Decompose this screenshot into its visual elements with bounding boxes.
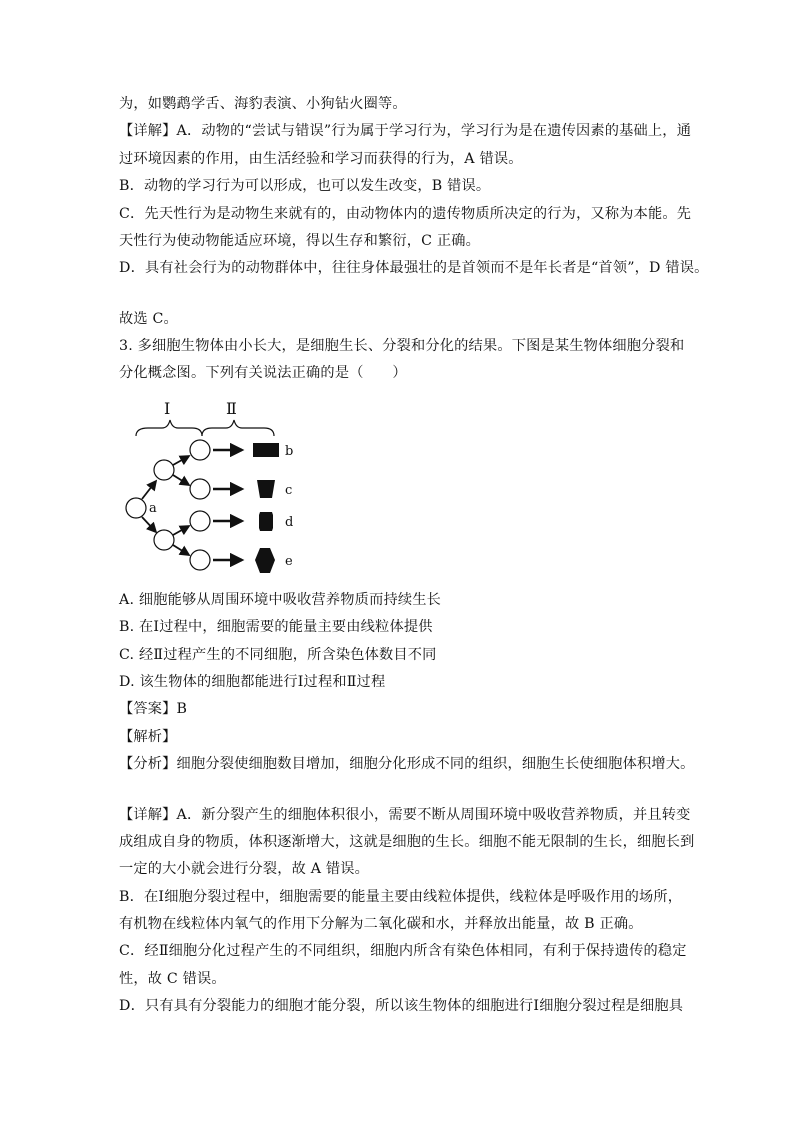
tissue-c (257, 480, 275, 498)
arrow-a-top (142, 481, 156, 499)
tissue-d (259, 512, 273, 531)
detail-line-3: 一定的大小就会进行分裂，故 A 错误。 (119, 861, 370, 877)
text-line-3: 过环境因素的作用，由生活经验和学习而获得的行为，A 错误。 (119, 151, 523, 167)
analysis-line: 【分析】细胞分裂使细胞数目增加，细胞分化形成不同的组织，细胞生长使细胞体积增大。 (119, 756, 695, 772)
answer-line: 【答案】B (119, 701, 188, 717)
label-e: e (285, 554, 293, 569)
brace-I (136, 420, 202, 436)
text-line-4: B．动物的学习行为可以形成，也可以发生改变，B 错误。 (119, 178, 491, 194)
detail-line-1: 【详解】A．新分裂产生的细胞体积很小，需要不断从周围环境中吸收营养物质，并且转变 (119, 807, 691, 823)
arrow-top-up (173, 456, 189, 465)
label-c: c (285, 483, 293, 498)
option-b: B. 在Ⅰ过程中，细胞需要的能量主要由线粒体提供 (119, 619, 433, 635)
label-a: a (149, 501, 157, 516)
option-c: C. 经Ⅱ过程产生的不同细胞，所含染色体数目不同 (119, 647, 437, 663)
arrow-bottom-down (173, 545, 189, 555)
label-II: Ⅱ (226, 399, 237, 418)
detail-line-4: B．在Ⅰ细胞分裂过程中，细胞需要的能量主要由线粒体提供，线粒体是呼吸作用的场所， (119, 889, 683, 905)
cell-gen2-2 (190, 479, 210, 499)
cell-gen1-bottom (154, 530, 174, 550)
arrow-a-bottom (142, 517, 156, 532)
option-d: D. 该生物体的细胞都能进行Ⅰ过程和Ⅱ过程 (119, 674, 386, 690)
detail-line-6: C．经Ⅱ细胞分化过程产生的不同组织，细胞内所含有染色体相同，有利于保持遗传的稳定 (119, 943, 687, 959)
arrow-top-down (173, 475, 189, 485)
detail-line-2: 成组成自身的物质，体积逐渐增大，这就是细胞的生长。细胞不能无限制的生长，细胞长到 (119, 834, 695, 850)
brace-II (202, 420, 274, 436)
cell-gen2-1 (190, 440, 210, 460)
text-line-1: 为，如鹦鹉学舌、海豹表演、小狗钻火圈等。 (119, 96, 407, 112)
cell-a (126, 498, 146, 518)
cell-gen1-top (154, 460, 174, 480)
detail-line-7: 性，故 C 错误。 (119, 971, 226, 987)
tissue-e (255, 548, 275, 573)
text-line-7: D．具有社会行为的动物群体中，往往身体最强壮的是首领而不是年长者是“首领”，D 错误。 (119, 260, 709, 276)
text-line-8: 故选 C。 (119, 311, 178, 327)
option-a: A. 细胞能够从周围环境中吸收营养物质而持续生长 (119, 592, 442, 608)
cell-division-differentiation-diagram (118, 394, 308, 580)
text-line-5: C．先天性行为是动物生来就有的，由动物体内的遗传物质所决定的行为，又称为本能。先 (119, 206, 692, 222)
question-stem-line-2: 分化概念图。下列有关说法正确的是（ ） (119, 365, 407, 381)
cell-gen2-4 (190, 550, 210, 570)
text-line-2: 【详解】A．动物的“尝试与错误”行为属于学习行为，学习行为是在遗传因素的基础上，通 (119, 123, 692, 139)
label-d: d (285, 515, 294, 530)
detail-line-5: 有机物在线粒体内氧气的作用下分解为二氧化碳和水，并释放出能量，故 B 正确。 (119, 916, 643, 932)
arrow-bottom-up (173, 526, 189, 535)
cell-gen2-3 (190, 511, 210, 531)
label-b: b (285, 444, 294, 459)
tissue-b (253, 443, 279, 457)
label-I: Ⅰ (164, 399, 171, 418)
analysis-heading: 【解析】 (119, 729, 177, 745)
text-line-6: 天性行为使动物能适应环境，得以生存和繁衍，C 正确。 (119, 233, 481, 249)
question-stem-line-1: 3. 多细胞生物体由小长大，是细胞生长、分裂和分化的结果。下图是某生物体细胞分裂和 (119, 338, 685, 354)
detail-line-8: D．只有具有分裂能力的细胞才能分裂，所以该生物体的细胞进行Ⅰ细胞分裂过程是细胞具 (119, 998, 684, 1014)
